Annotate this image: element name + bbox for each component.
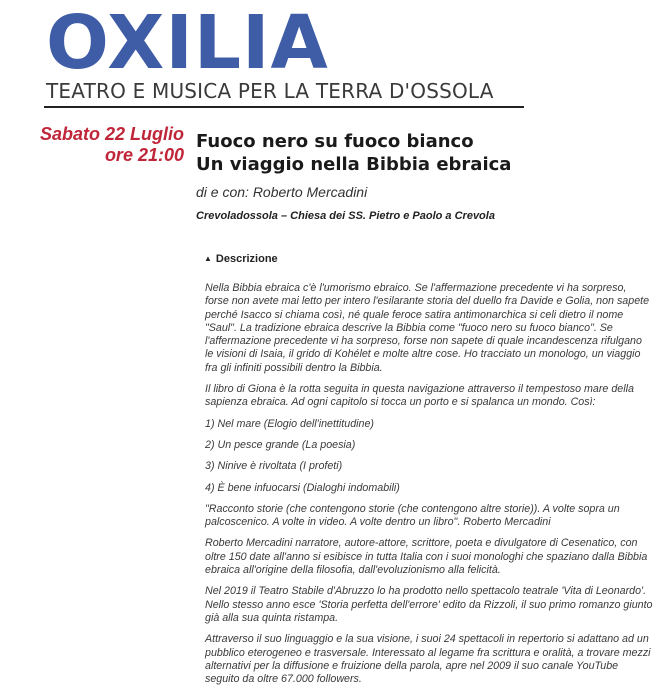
description-2019: Nel 2019 il Teatro Stabile d'Abruzzo lo ha prodotto nello spettacolo teatrale 'Vita di Leonardo'. Nello stesso anno esce 'Storia perfetta dell'errore' edito da Rizzoli, il suo primo romanzo giunto già alla sua quinta ristampa.: [205, 585, 653, 624]
header-divider: [44, 106, 524, 108]
description-content: [205, 282, 653, 694]
event-title-subtitle: Un viaggio nella Bibbia ebraica: [196, 154, 512, 175]
chapter-item-1: 1) Nel mare (Elogio dell'inettitudine): [205, 417, 374, 430]
event-title-main: Fuoco nero su fuoco bianco: [196, 131, 474, 152]
event-byline: di e con: Roberto Mercadini: [196, 184, 368, 200]
event-date: [40, 124, 184, 166]
event-title: [196, 130, 511, 176]
description-quote: "Racconto storie (che contengono storie (che contengono altre storie)). A volte sopra un palcoscenico. A volte in video. A volte dentro un libro". Roberto Mercadini: [205, 502, 620, 529]
event-venue: Crevoladossola – Chiesa dei SS. Pietro e Paolo a Crevola: [196, 210, 495, 222]
description-toggle[interactable]: [204, 253, 278, 265]
description-paragraph-intro: Nella Bibbia ebraica c'è l'umorismo ebraico. Se l'affermazione precedente vi ha sorpreso, forse non avete mai letto per intero l'esilarante storia del duello fra Davide e Golia, non sapete perché Isacco si chiama così, né quale feroce satira antimonarchica si celi dietro il nome "Saul". La tradizione ebraica descrive la Bibbia come "fuoco nero su fuoco bianco". Se l'affermazione precedente vi ha sorpreso, forse non sapete di quale incandescenza rifulgano le visioni di Isaia, il grido di Kohélet e molte altre cose. Ho tracciato un monologo, un viaggio fra gli infiniti possibili dentro la Bibbia.: [205, 282, 650, 374]
description-bio: Roberto Mercadini narratore, autore-attore, scrittore, poeta e divulgatore di Cesenatico, con oltre 150 date all'anno si esibisce in tutta Italia con i suoi monologhi che spaziano dalla Bibbia ebraica all'origine della filosofia, dall'evoluzionismo alla felicità.: [205, 537, 648, 577]
chapter-item-3: 3) Ninive è rivoltata (I profeti): [205, 460, 343, 473]
description-youtube: Attraverso il suo linguaggio e la sua visione, i suoi 24 spettacoli in repertorio si adattano ad un pubblico eterogeneo e trasversale. Interessato al legame fra scrittura e oralità, a trovare mezzi alternativi per la diffusione e fruizione della parola, apre nel 2009 il suo canale YouTube seguito da oltre 67.000 followers.: [205, 633, 651, 686]
site-tagline: TEATRO E MUSICA PER LA TERRA D'OSSOLA: [46, 79, 494, 103]
event-date-day: Sabato 22 Luglio: [39, 124, 184, 144]
chapter-item-2: 2) Un pesce grande (La poesia): [205, 438, 356, 451]
description-paragraph-giona: Il libro di Giona è la rotta seguita in questa navigazione attraverso il tempestoso mare della sapienza ebraica. Ad ogni capitolo si tocca un porto e si spalanca un mondo. Così:: [205, 383, 634, 409]
description-toggle-label: Descrizione: [215, 253, 278, 265]
caret-up-icon: ▲: [204, 254, 212, 263]
chapter-item-4: 4) È bene infuocarsi (Dialoghi indomabili): [205, 481, 400, 494]
site-logo[interactable]: OXILIA: [46, 0, 329, 86]
event-date-time: ore 21:00: [104, 145, 184, 165]
